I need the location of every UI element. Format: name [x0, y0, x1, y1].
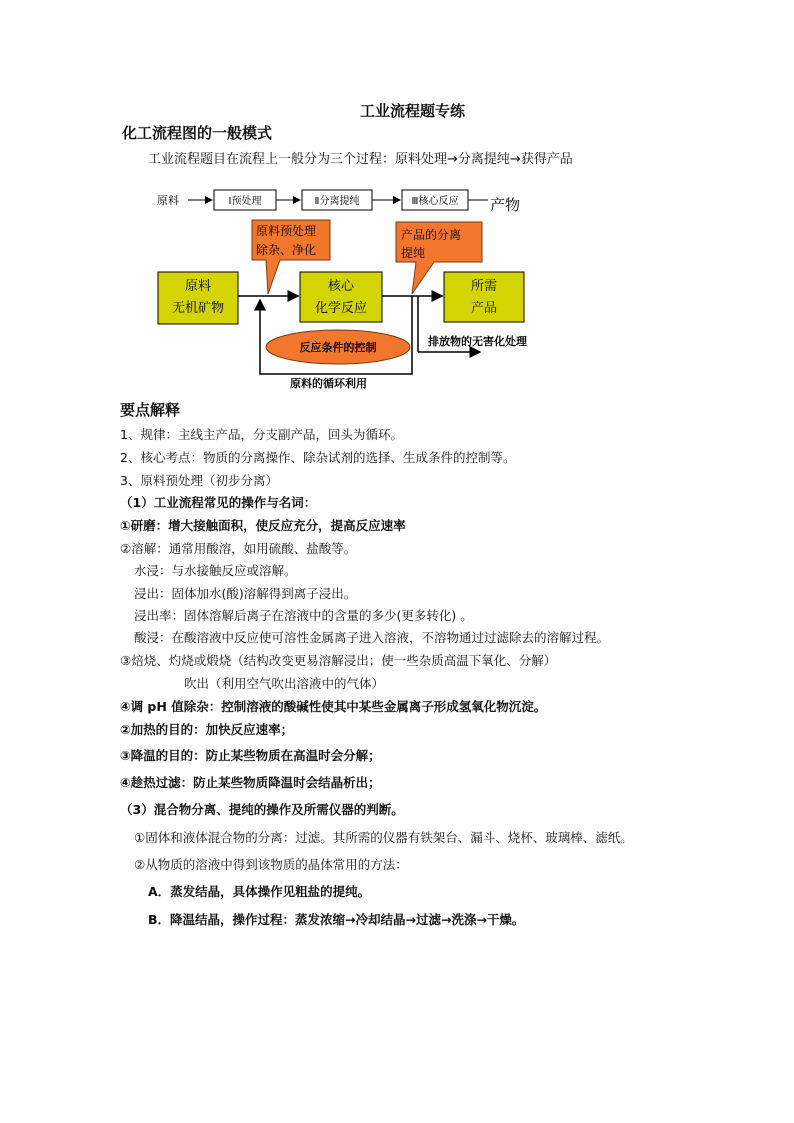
point-line-1: 1、规律：主线主产品，分支副产品，回头为循环。 — [120, 427, 403, 442]
waste-label: 排放物的无害化处理 — [428, 335, 527, 348]
callout-separate-line2: 提纯 — [401, 246, 426, 260]
box-raw-line2: 无机矿物 — [171, 301, 225, 316]
box-raw-line1: 原料 — [184, 279, 212, 294]
flow-raw-label: 原料 — [157, 194, 179, 207]
point-line-4: （1）工业流程常见的操作与名词： — [120, 495, 317, 510]
page-title: 工业流程题专练 — [360, 102, 466, 120]
point-line-10: 酸浸：在酸溶液中反应使可溶性金属离子进入溶液，不溶物通过过滤除去的溶解过程。 — [134, 630, 610, 645]
flow-step1-label: Ⅰ预处理 — [228, 196, 262, 207]
points-heading: 要点解释 — [120, 401, 181, 419]
point-line-6: ②溶解：通常用酸溶，如用硫酸、盐酸等。 — [120, 541, 357, 556]
flow-diagram — [150, 184, 590, 390]
point-line-19: ②从物质的溶液中得到该物质的晶体常用的方法： — [134, 857, 408, 872]
recycle-label: 原料的循环利用 — [290, 377, 367, 390]
box-core-line1: 核心 — [327, 279, 355, 294]
point-line-3: 3、原料预处理（初步分离） — [120, 473, 278, 488]
point-line-11: ③焙烧、灼烧或煅烧（结构改变更易溶解浸出；使一些杂质高温下氧化、分解） — [120, 653, 557, 668]
box-core-line2: 化学反应 — [314, 301, 368, 316]
point-line-5: ①研磨：增大接触面积，使反应充分，提高反应速率 — [120, 518, 406, 533]
condition-control-label: 反应条件的控制 — [299, 341, 377, 354]
point-line-12: 吹出（利用空气吹出溶液中的气体） — [184, 676, 385, 691]
callout-pretreat-line1: 原料预处理 — [256, 224, 317, 238]
flow-step3-label: Ⅲ核心反应 — [411, 196, 459, 207]
point-line-21: B．降温结晶，操作过程：蒸发浓缩→冷却结晶→过滤→洗涤→干燥。 — [148, 912, 525, 927]
section-title: 化工流程图的一般模式 — [122, 124, 273, 142]
intro-text: 工业流程题目在流程上一般分为三个过程：原料处理→分离提纯→获得产品 — [148, 152, 573, 167]
point-line-9: 浸出率：固体溶解后离子在溶液中的含量的多少(更多转化) 。 — [134, 608, 473, 623]
point-line-20: A．蒸发结晶，具体操作见粗盐的提纯。 — [148, 884, 371, 899]
point-line-8: 浸出：固体加水(酸)溶解得到离子浸出。 — [134, 586, 357, 601]
point-line-13: ④调 pH 值除杂：控制溶液的酸碱性使其中某些金属离子形成氢氧化物沉淀。 — [120, 699, 547, 714]
flow-product-label: 产物 — [490, 196, 521, 214]
callout-pretreat-line2: 除杂、净化 — [256, 243, 317, 257]
point-line-15: ③降温的目的：防止某些物质在高温时会分解； — [120, 748, 381, 763]
box-product-line1: 所需 — [470, 279, 498, 294]
point-line-14: ②加热的目的：加快反应速率； — [120, 722, 294, 737]
point-line-2: 2、核心考点：物质的分离操作、除杂试剂的选择、生成条件的控制等。 — [120, 450, 516, 465]
flow-step2-label: Ⅱ分离提纯 — [314, 196, 360, 207]
box-product-line2: 产品 — [470, 301, 498, 316]
point-line-17: （3）混合物分离、提纯的操作及所需仪器的判断。 — [120, 802, 404, 817]
point-line-16: ④趁热过滤：防止某些物质降温时会结晶析出； — [120, 775, 381, 790]
point-line-7: 水浸：与水接触反应或溶解。 — [134, 563, 297, 578]
point-line-18: ①固体和液体混合物的分离：过滤。其所需的仪器有铁架台、漏斗、烧杯、玻璃棒、滤纸。 — [134, 830, 633, 845]
callout-separate-line1: 产品的分离 — [401, 228, 462, 242]
